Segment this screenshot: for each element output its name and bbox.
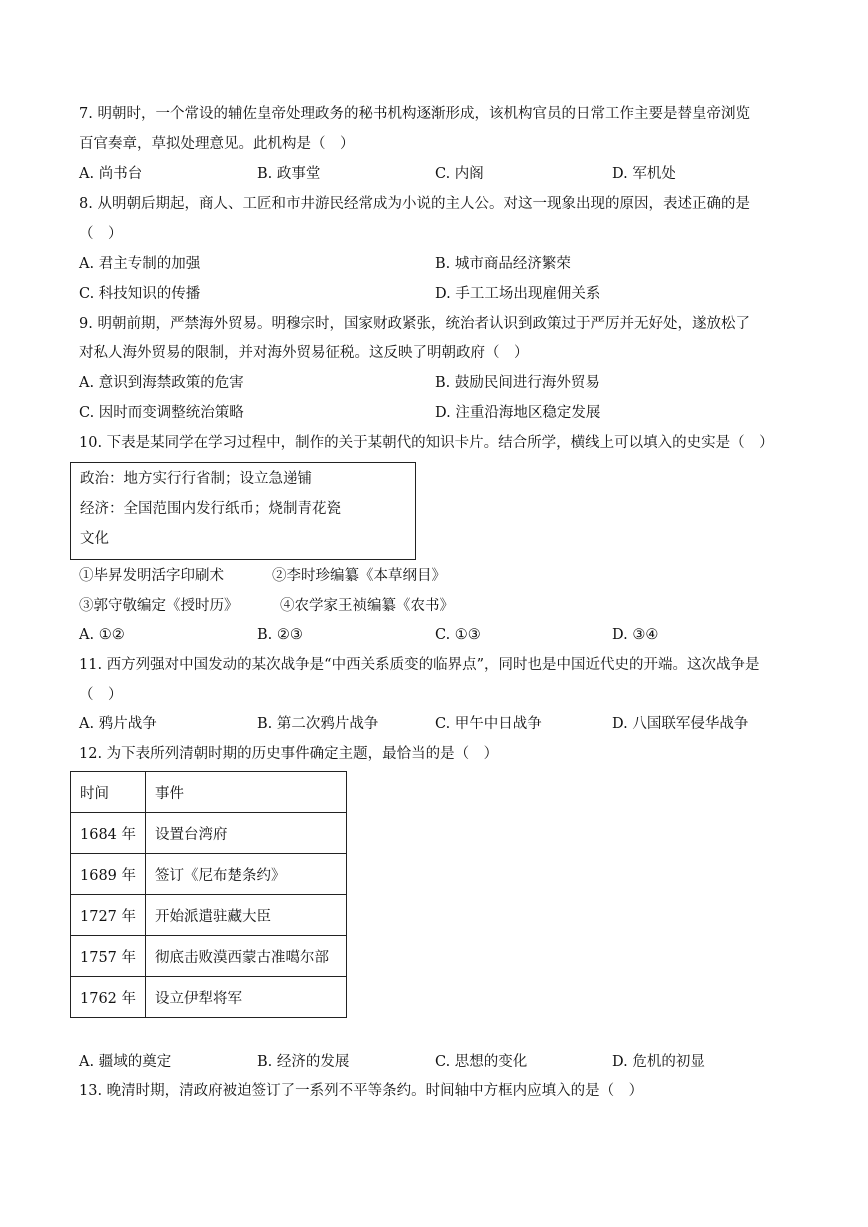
q9-stem-line-2: 对私人海外贸易的限制，并对海外贸易征税。这反映了明朝政府（ ） (79, 345, 529, 361)
q7-option-a: A. 尚书台 (79, 166, 143, 182)
q7-option-b: B. 政事堂 (257, 166, 321, 182)
q10-choice-2: ②李时珍编纂《本草纲目》 (272, 568, 446, 584)
q10-stem: 10. 下表是某同学在学习过程中，制作的关于某朝代的知识卡片。结合所学，横线上可以填入的史实是（ ） (79, 435, 774, 451)
card-economy: 经济：全国范围内发行纸币；烧制青花瓷 (80, 501, 341, 517)
q12-option-c: C. 思想的变化 (435, 1054, 528, 1070)
q12-option-b: B. 经济的发展 (257, 1054, 350, 1070)
q8-option-b: B. 城市商品经济繁荣 (435, 256, 571, 272)
row-event: 彻底击败漠西蒙古准噶尔部 (146, 936, 347, 977)
card-culture: 文化 (80, 531, 109, 547)
table-row (71, 895, 347, 936)
events-table (70, 771, 347, 1018)
q11-option-d: D. 八国联军侵华战争 (612, 716, 749, 732)
row-year: 1727 年 (71, 895, 146, 936)
q7-option-c: C. 内阁 (435, 166, 484, 182)
q9-option-d: D. 注重沿海地区稳定发展 (435, 405, 601, 421)
q12-option-d: D. 危机的初显 (612, 1054, 705, 1070)
q11-stem-line-2: （ ） (79, 687, 123, 703)
q10-option-d: D. ③④ (612, 627, 659, 643)
row-year: 1684 年 (71, 813, 146, 854)
q10-option-c: C. ①③ (435, 627, 481, 643)
row-year: 1762 年 (71, 977, 146, 1018)
q11-option-b: B. 第二次鸦片战争 (257, 716, 379, 732)
q7-stem-line-1: 7. 明朝时，一个常设的辅佐皇帝处理政务的秘书机构逐渐形成，该机构官员的日常工作主要是替皇帝浏览 (79, 106, 750, 122)
q9-option-b: B. 鼓励民间进行海外贸易 (435, 375, 600, 391)
q10-choice-1: ①毕昇发明活字印刷术 (79, 568, 224, 584)
q11-stem-line-1: 11. 西方列强对中国发动的某次战争是“中西关系质变的临界点”，同时也是中国近代史的开端。这次战争是 (79, 657, 760, 673)
card-politics: 政治：地方实行行省制；设立急递铺 (80, 471, 312, 487)
q12-option-a: A. 疆域的奠定 (79, 1054, 172, 1070)
table-row (71, 813, 347, 854)
knowledge-card (70, 462, 416, 560)
header-time: 时间 (71, 772, 146, 813)
q7-option-d: D. 军机处 (612, 166, 676, 182)
q9-option-c: C. 因时而变调整统治策略 (79, 405, 244, 421)
q12-stem: 12. 为下表所列清朝时期的历史事件确定主题，最恰当的是（ ） (79, 746, 499, 762)
q8-stem-line-2: （ ） (79, 226, 123, 242)
q7-stem-line-2: 百官奏章，草拟处理意见。此机构是（ ） (79, 136, 355, 152)
q8-option-c: C. 科技知识的传播 (79, 286, 201, 302)
q9-stem-line-1: 9. 明朝前期，严禁海外贸易。明穆宗时，国家财政紧张，统治者认识到政策过于严厉并无好处，遂放松了 (79, 316, 750, 332)
row-year: 1689 年 (71, 854, 146, 895)
q10-option-b: B. ②③ (257, 627, 303, 643)
q10-choice-3: ③郭守敬编定《授时历》 (79, 598, 239, 614)
q13-stem: 13. 晚清时期，清政府被迫签订了一系列不平等条约。时间轴中方框内应填入的是（ ） (79, 1083, 644, 1099)
table-row (71, 854, 347, 895)
row-event: 开始派遣驻藏大臣 (146, 895, 347, 936)
q11-option-c: C. 甲午中日战争 (435, 716, 542, 732)
table-row (71, 936, 347, 977)
row-event: 设置台湾府 (146, 813, 347, 854)
row-event: 设立伊犁将军 (146, 977, 347, 1018)
row-year: 1757 年 (71, 936, 146, 977)
q10-option-a: A. ①② (79, 627, 125, 643)
q9-option-a: A. 意识到海禁政策的危害 (79, 375, 244, 391)
q11-option-a: A. 鸦片战争 (79, 716, 157, 732)
q8-option-a: A. 君主专制的加强 (79, 256, 201, 272)
header-event: 事件 (146, 772, 347, 813)
q8-stem-line-1: 8. 从明朝后期起，商人、工匠和市井游民经常成为小说的主人公。对这一现象出现的原因，表述正确的是 (79, 196, 750, 212)
table-header-row (71, 772, 347, 813)
q10-choice-4: ④农学家王祯编纂《农书》 (280, 598, 454, 614)
table-row (71, 977, 347, 1018)
row-event: 签订《尼布楚条约》 (146, 854, 347, 895)
q8-option-d: D. 手工工场出现雇佣关系 (435, 286, 601, 302)
